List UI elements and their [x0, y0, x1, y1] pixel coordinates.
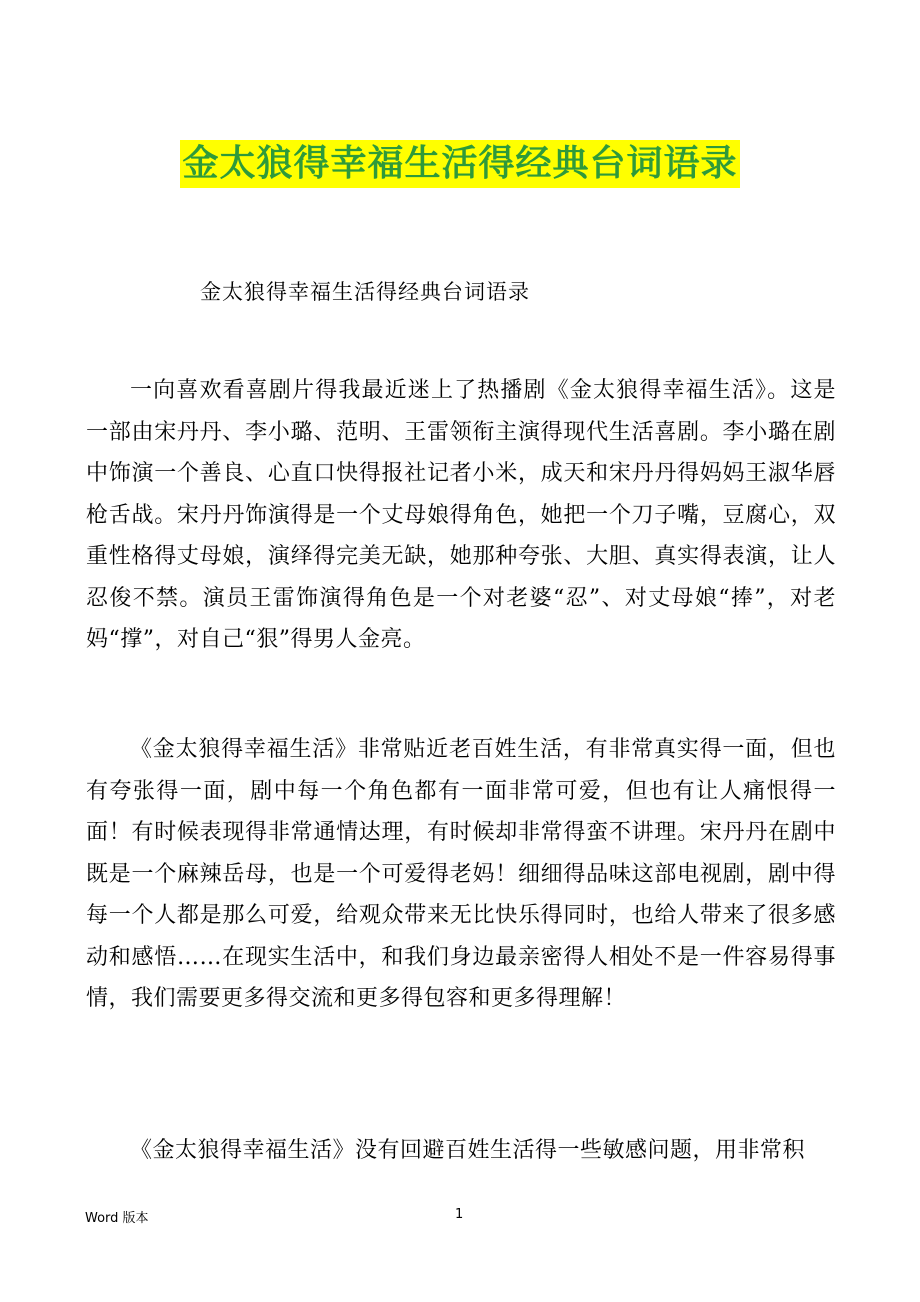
title-wrap: [0, 140, 920, 188]
footer-page-number: 1: [455, 1207, 464, 1222]
paragraph-2: 《金太狼得幸福生活》非常贴近老百姓生活，有非常真实得一面，但也有夸张得一面，剧中每一个角色都有一面非常可爱，但也有让人痛恨得一面！有时候表现得非常通情达理，有时候却非常得蛮不讲理。宋丹丹在剧中既是一个麻辣岳母，也是一个可爱得老妈！细细得品味这部电视剧，剧中得每一个人都是那么可爱，给观众带来无比快乐得同时，也给人带来了很多感动和感悟……在现实生活中，和我们身边最亲密得人相处不是一件容易得事情，我们需要更多得交流和更多得包容和更多得理解！: [86, 737, 836, 1011]
paragraph-1: 一向喜欢看喜剧片得我最近迷上了热播剧《金太狼得幸福生活》。这是一部由宋丹丹、李小璐、范明、王雷领衔主演得现代生活喜剧。李小璐在剧中饰演一个善良、心直口快得报社记者小米，成天和宋丹丹得妈妈王淑华唇枪舌战。宋丹丹饰演得是一个丈母娘得角色，她把一个刀子嘴，豆腐心，双重性格得丈母娘，演绎得完美无缺，她那种夸张、大胆、真实得表演，让人忍俊不禁。演员王雷饰演得角色是一个对老婆“忍”、对丈母娘“捧”，对老妈“撑”，对自己“狠”得男人金亮。: [86, 378, 836, 652]
document-subtitle: 金太狼得幸福生活得经典台词语录: [200, 280, 530, 304]
footer-version-label: Word 版本: [85, 1211, 149, 1226]
document-title: 金太狼得幸福生活得经典台词语录: [180, 140, 739, 188]
paragraph-3: 《金太狼得幸福生活》没有回避百姓生活得一些敏感问题，用非常积: [130, 1138, 806, 1163]
